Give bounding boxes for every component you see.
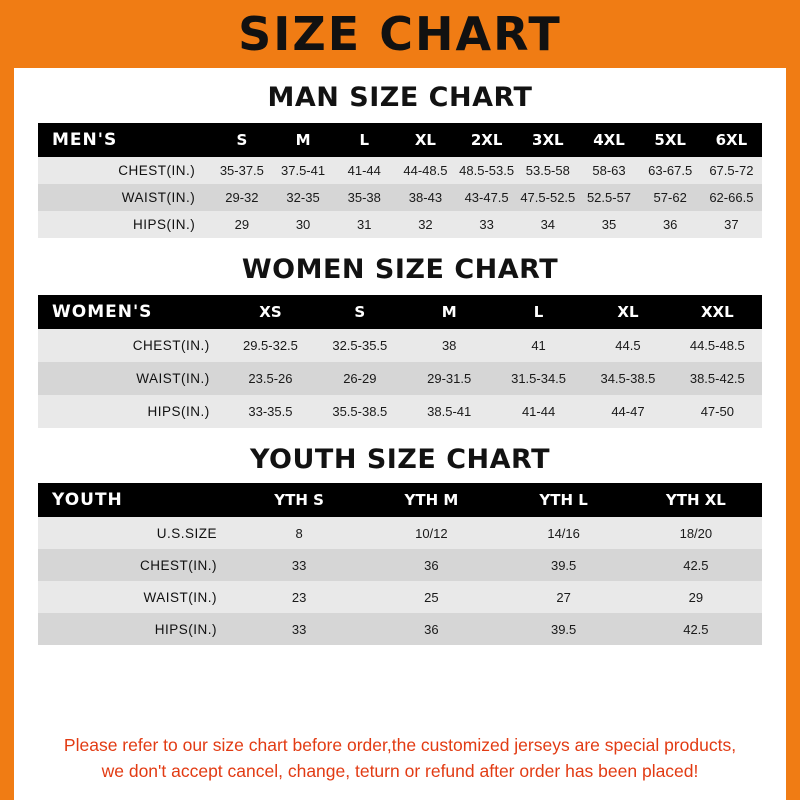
men-chest-5xl: 63-67.5 bbox=[648, 163, 693, 178]
men-chest-3xl: 53.5-58 bbox=[525, 163, 570, 178]
women-header-row bbox=[38, 295, 762, 329]
men-col-head-m: M bbox=[295, 131, 311, 149]
men-row-label-waist: WAIST(IN.) bbox=[121, 190, 196, 205]
women-col-head-m: M bbox=[441, 303, 457, 321]
youth-chest-xl: 42.5 bbox=[683, 557, 709, 573]
youth-row-label-hips: HIPS(IN.) bbox=[154, 621, 217, 637]
youth-size-table bbox=[38, 483, 762, 645]
youth-table-head bbox=[38, 483, 762, 517]
youth-section-title: YOUTH SIZE CHART bbox=[249, 444, 551, 475]
table-row bbox=[38, 211, 762, 238]
table-row bbox=[38, 184, 762, 211]
women-hips-s: 35.5-38.5 bbox=[332, 404, 388, 419]
women-waist-s: 26-29 bbox=[343, 371, 377, 386]
women-chest-s: 32.5-35.5 bbox=[332, 338, 388, 353]
women-col-head-l: L bbox=[533, 303, 544, 321]
women-chest-xl: 44.5 bbox=[615, 338, 641, 353]
men-col-head-4xl: 4XL bbox=[593, 131, 625, 149]
men-col-head-6xl: 6XL bbox=[715, 131, 748, 149]
women-waist-xs: 23.5-26 bbox=[248, 371, 293, 386]
men-chest-s: 35-37.5 bbox=[219, 163, 264, 178]
youth-ussize-l: 14/16 bbox=[547, 525, 580, 541]
men-waist-5xl: 57-62 bbox=[653, 190, 687, 205]
women-hips-xs: 33-35.5 bbox=[248, 404, 293, 419]
women-col-head-xl: XL bbox=[617, 303, 639, 321]
men-col-head-l: L bbox=[359, 131, 370, 149]
men-waist-4xl: 52.5-57 bbox=[586, 190, 632, 205]
table-row bbox=[38, 362, 762, 395]
youth-row-label-ussize: U.S.SIZE bbox=[156, 525, 217, 541]
women-size-table bbox=[38, 295, 762, 428]
footer-note bbox=[28, 723, 772, 800]
youth-waist-xl: 29 bbox=[688, 589, 704, 605]
men-header-row bbox=[38, 123, 762, 157]
youth-row-header-label: YOUTH bbox=[52, 490, 123, 510]
women-section-title: WOMEN SIZE CHART bbox=[241, 254, 559, 285]
women-table-head bbox=[38, 295, 762, 329]
women-waist-xxl: 38.5-42.5 bbox=[689, 371, 745, 386]
footer-note-line-1: Please refer to our size chart before order,the customized jerseys are special products, bbox=[63, 735, 737, 756]
men-section bbox=[14, 82, 786, 238]
men-row-label-chest: CHEST(IN.) bbox=[118, 163, 196, 178]
youth-ussize-xl: 18/20 bbox=[679, 525, 713, 541]
men-chest-l: 41-44 bbox=[347, 163, 381, 178]
youth-hips-m: 36 bbox=[424, 621, 439, 637]
women-row-header-label: WOMEN'S bbox=[52, 302, 153, 322]
men-hips-s: 29 bbox=[234, 217, 250, 232]
youth-row-label-waist: WAIST(IN.) bbox=[143, 589, 217, 605]
women-row-label-hips: HIPS(IN.) bbox=[147, 404, 210, 419]
men-hips-3xl: 34 bbox=[540, 217, 556, 232]
men-waist-l: 35-38 bbox=[347, 190, 381, 205]
women-waist-m: 29-31.5 bbox=[427, 371, 472, 386]
youth-col-head-l: YTH L bbox=[539, 491, 588, 509]
women-col-head-xxl: XXL bbox=[700, 303, 734, 321]
women-row-label-waist: WAIST(IN.) bbox=[136, 371, 210, 386]
women-chest-m: 38 bbox=[441, 338, 457, 353]
women-col-head-xs: XS bbox=[259, 303, 282, 321]
page-title: SIZE CHART bbox=[238, 7, 562, 61]
men-chest-6xl: 67.5-72 bbox=[709, 163, 754, 178]
table-row bbox=[38, 581, 762, 613]
women-hips-l: 41-44 bbox=[521, 404, 556, 419]
men-col-head-3xl: 3XL bbox=[532, 131, 564, 149]
men-hips-2xl: 33 bbox=[479, 217, 494, 232]
men-chest-m: 37.5-41 bbox=[281, 163, 326, 178]
men-hips-5xl: 36 bbox=[662, 217, 678, 232]
men-chest-4xl: 58-63 bbox=[592, 163, 626, 178]
women-waist-l: 31.5-34.5 bbox=[511, 371, 567, 386]
footer-note-line-2: we don't accept cancel, change, teturn or refund after order has been placed! bbox=[101, 760, 699, 781]
women-row-label-chest: CHEST(IN.) bbox=[132, 338, 210, 353]
youth-col-head-xl: YTH XL bbox=[665, 491, 726, 509]
men-waist-2xl: 43-47.5 bbox=[464, 190, 509, 205]
men-row-header-label: MEN'S bbox=[52, 130, 118, 150]
women-chest-xs: 29.5-32.5 bbox=[242, 338, 298, 353]
youth-table-body bbox=[38, 517, 762, 645]
women-hips-xl: 44-47 bbox=[611, 404, 645, 419]
youth-waist-m: 25 bbox=[424, 589, 439, 605]
youth-section bbox=[14, 444, 786, 645]
men-hips-4xl: 35 bbox=[601, 217, 617, 232]
women-table-body bbox=[38, 329, 762, 428]
youth-header-row bbox=[38, 483, 762, 517]
youth-col-head-s: YTH S bbox=[274, 491, 324, 509]
table-row bbox=[38, 395, 762, 428]
youth-col-head-m: YTH M bbox=[404, 491, 459, 509]
men-col-head-xl: XL bbox=[414, 131, 436, 149]
youth-ussize-s: 8 bbox=[295, 525, 303, 541]
men-waist-3xl: 47.5-52.5 bbox=[520, 190, 576, 205]
men-waist-xl: 38-43 bbox=[408, 190, 443, 205]
men-hips-m: 30 bbox=[295, 217, 311, 232]
youth-chest-m: 36 bbox=[424, 557, 439, 573]
youth-hips-l: 39.5 bbox=[550, 621, 577, 637]
men-section-title: MAN SIZE CHART bbox=[267, 82, 533, 113]
youth-waist-s: 23 bbox=[291, 589, 307, 605]
men-chest-2xl: 48.5-53.5 bbox=[459, 163, 515, 178]
youth-row-label-chest: CHEST(IN.) bbox=[140, 557, 217, 573]
men-hips-l: 31 bbox=[357, 217, 372, 232]
table-row bbox=[38, 157, 762, 184]
men-col-head-5xl: 5XL bbox=[654, 131, 686, 149]
table-row bbox=[38, 613, 762, 645]
women-chest-xxl: 44.5-48.5 bbox=[689, 338, 745, 353]
men-table-head bbox=[38, 123, 762, 157]
men-waist-6xl: 62-66.5 bbox=[709, 190, 754, 205]
men-row-label-hips: HIPS(IN.) bbox=[133, 217, 196, 232]
women-waist-xl: 34.5-38.5 bbox=[600, 371, 656, 386]
men-table-body bbox=[38, 157, 762, 238]
women-section bbox=[14, 254, 786, 428]
men-waist-s: 29-32 bbox=[225, 190, 259, 205]
men-chest-xl: 44-48.5 bbox=[403, 163, 448, 178]
men-waist-m: 32-35 bbox=[286, 190, 320, 205]
table-row bbox=[38, 549, 762, 581]
youth-hips-xl: 42.5 bbox=[683, 621, 709, 637]
men-col-head-2xl: 2XL bbox=[470, 131, 503, 149]
men-hips-xl: 32 bbox=[418, 217, 433, 232]
table-row bbox=[38, 517, 762, 549]
men-size-table bbox=[38, 123, 762, 238]
youth-ussize-m: 10/12 bbox=[415, 525, 448, 541]
page-banner bbox=[0, 0, 800, 68]
youth-hips-s: 33 bbox=[291, 621, 307, 637]
women-hips-xxl: 47-50 bbox=[700, 404, 734, 419]
youth-waist-l: 27 bbox=[556, 589, 571, 605]
men-col-head-s: S bbox=[236, 131, 248, 149]
women-col-head-s: S bbox=[354, 303, 366, 321]
women-chest-l: 41 bbox=[531, 338, 546, 353]
youth-chest-s: 33 bbox=[291, 557, 307, 573]
men-hips-6xl: 37 bbox=[724, 217, 739, 232]
youth-chest-l: 39.5 bbox=[550, 557, 577, 573]
table-row bbox=[38, 329, 762, 362]
women-hips-m: 38.5-41 bbox=[427, 404, 472, 419]
